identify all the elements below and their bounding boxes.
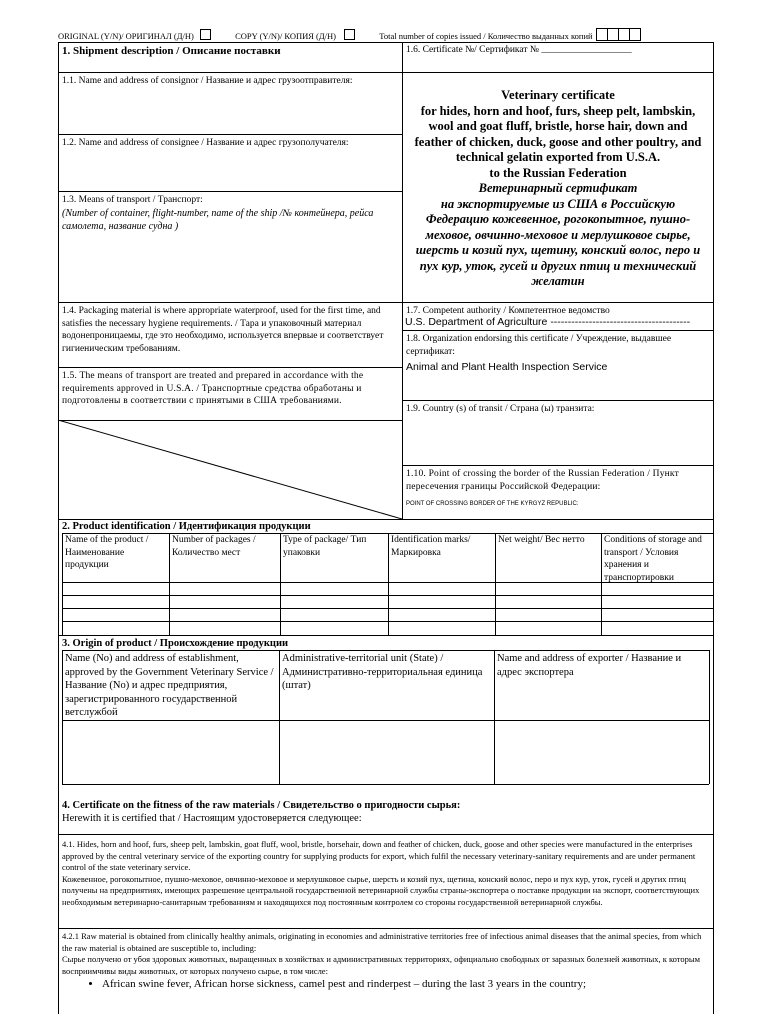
col-exporter: Name and address of exporter / Название и адрес экспортера [497, 653, 682, 678]
cert-title-ru-0: Ветеринарный сертификат [478, 181, 638, 195]
section4-intro: Herewith it is certified that / Настоящим удостоверяется следующее: [62, 813, 362, 824]
col-product-name: Name of the product / Наименование продукции [65, 535, 149, 570]
endorsing-organization-value[interactable]: Animal and Plant Health Inspection Service [406, 361, 608, 373]
competent-authority-value[interactable]: U.S. Department of Agriculture ---------------------------------------- [405, 316, 691, 328]
copies-label: Total number of copies issued / Количество выданных копий [379, 31, 593, 41]
strikeout-diagonal [58, 420, 402, 519]
col-identification-marks: Identification marks/ Маркировка [391, 535, 471, 558]
cert-title-en-2: wool and goat fluff, bristle, horse hair, down and [428, 119, 688, 133]
col-admin-unit: Administrative-territorial unit (State) / Административно-территориальная единица (штат) [282, 653, 483, 691]
border-crossing-label: 1.10. Point of crossing the border of the Russian Federation / Пункт пересечения границы Российской Федерации: [406, 469, 679, 492]
section4-title: 4. Certificate on the fitness of the raw materials / Свидетельство о пригодности сырья: [62, 800, 461, 811]
original-checkbox[interactable] [200, 29, 211, 40]
consignor-field[interactable]: 1.1. Name and address of consignor / Название и адрес грузоотправителя: [62, 76, 353, 86]
col-net-weight: Net weight/ Вес нетто [498, 535, 585, 545]
certificate-title [403, 88, 713, 290]
section3-title: 3. Origin of product / Происхождение продукции [62, 638, 289, 649]
transport-label: 1.3. Means of transport / Транспорт: [62, 195, 203, 205]
cert-title-ru-2: Федерацию кожевенное, рогокопытное, пушно- [425, 212, 691, 226]
transport-treatment-statement: 1.5. The means of transport are treated and prepared in accordance with the requirements approved in U.S.A. / Транспортные средства обработаны и подготовлены в соответствии с принятыми в США требованиями. [62, 371, 364, 406]
paragraph-4-2-1 [62, 931, 710, 991]
section2-title: 2. Product identification / Идентификация продукции [62, 521, 311, 532]
cert-title-en-1: for hides, horn and hoof, furs, sheep pelt, lambskin, [420, 103, 696, 118]
header-row [58, 28, 641, 43]
paragraph-4-2-1-en: 4.2.1 Raw material is obtained from clinically healthy animals, originating in economies and administrative territories free of infectious animal diseases that the animal species, from which the raw material is obtained are susceptible to, including: [62, 931, 702, 953]
certificate-number-field[interactable]: 1.6. Certificate №/ Сертификат № ___________________ [406, 45, 632, 55]
col-package-type: Type of package/ Тип упаковки [283, 535, 367, 558]
section1-title: 1. Shipment description / Описание поставки [62, 45, 281, 57]
cert-title-en-0: Veterinary certificate [501, 88, 615, 102]
cert-title-en-4: technical gelatin exported from U.S.A. [455, 150, 661, 164]
copy-label: COPY (Y/N)/ КОПИЯ (Д/Н) [235, 31, 337, 41]
cert-title-ru-1: на экспортируемые из США в Российскую [440, 196, 676, 211]
cert-title-ru-6: желатин [531, 274, 585, 288]
competent-authority-label: 1.7. Competent authority / Компетентное ведомство [406, 306, 610, 316]
transport-field[interactable] [62, 194, 398, 233]
consignee-field[interactable]: 1.2. Name and address of consignee / Название и адрес грузополучателя: [62, 138, 349, 148]
transport-hint: (Number of container, flight-number, name of the ship /№ контейнера, рейса самолета, название судна ) [62, 207, 374, 232]
cert-title-ru-5: пух кур, уток, гусей и других птиц и технический [419, 258, 697, 273]
disease-list [62, 977, 710, 991]
packaging-statement: 1.4. Packaging material is where appropriate waterproof, used for the first time, and satisfies the necessary hygiene requirements. / Тара и упаковочный материал водонепроницаемы, где это необходимо, используется впервые и соответствует гигиеническим требованиям. [62, 306, 384, 354]
copies-count-boxes[interactable] [597, 31, 641, 41]
cert-title-en-3: feather of chicken, duck, goose and other poultry, and [414, 134, 702, 149]
col-storage-conditions: Conditions of storage and transport / Условия хранения и транспортировки [604, 535, 702, 583]
cert-title-ru-3: меховое, овчинно-меховое и мерлушковое сырье, [425, 227, 691, 242]
transit-countries-field[interactable]: 1.9. Country (s) of transit / Страна (ы) транзита: [406, 404, 595, 414]
col-number-of-packages: Number of packages / Количество мест [172, 535, 256, 558]
paragraph-4-1-en: 4.1. Hides, horn and hoof, furs, sheep pelt, lambskin, goat fluff, wool, bristle, horsehair, down and feather of chicken, duck, goose and other species were manufactured in the enterprises approved by the central veterinary service of the exporting country for supplying products for export, which fulfil the necessary veterinary-sanitary requirements and are under permanent control of the state veterinary service. [62, 839, 696, 872]
disease-list-item: • African swine fever, African horse sickness, camel pest and rinderpest – during the last 3 years in the country; [102, 977, 710, 991]
copy-checkbox[interactable] [344, 29, 355, 40]
paragraph-4-2-1-ru: Сырье получено от убоя здоровых животных, выращенных в хозяйствах и административных территориях, официально свободных от заразных болезней животных, к которым восприимчивы виды животных, от которых получено сырье, в том числе: [62, 954, 700, 976]
paragraph-4-1 [62, 839, 710, 908]
paragraph-4-1-ru: Кожевенное, рогокопытное, пушно-меховое, овчинно-меховое и мерлушковое сырье, шерсть и козий пух, щетина, конский волос, перо и пух кур, уток, гусей и других птиц получены на предприятиях, имеющих разрешение центральной государственной ветеринарной службы страны-экспортера о поставке продукции на экспорт, соответствующих необходимым ветеринарно-санитарным требованиям и находящихся под постоянным контролем со стороны государственной ветеринарной службы. [62, 873, 700, 907]
endorsing-organization-label: 1.8. Organization endorsing this certificate / Учреждение, выдавшее сертификат: [406, 334, 672, 357]
border-crossing-value[interactable]: POINT OF CROSSING BORDER OF THE KYRGYZ REPUBLIC: [406, 501, 579, 507]
original-label: ORIGINAL (Y/N)/ ОРИГИНАЛ (Д/Н) [58, 31, 194, 41]
cert-title-ru-4: шерсть и козий пух, щетину, конский волос, перо и [415, 243, 701, 257]
col-establishment: Name (No) and address of establishment, approved by the Government Veterinary Service / Название (No) и адрес предприятия, зарегистрированного государственной ветслужбой [65, 653, 274, 718]
cert-title-en-5: to the Russian Federation [489, 165, 627, 180]
